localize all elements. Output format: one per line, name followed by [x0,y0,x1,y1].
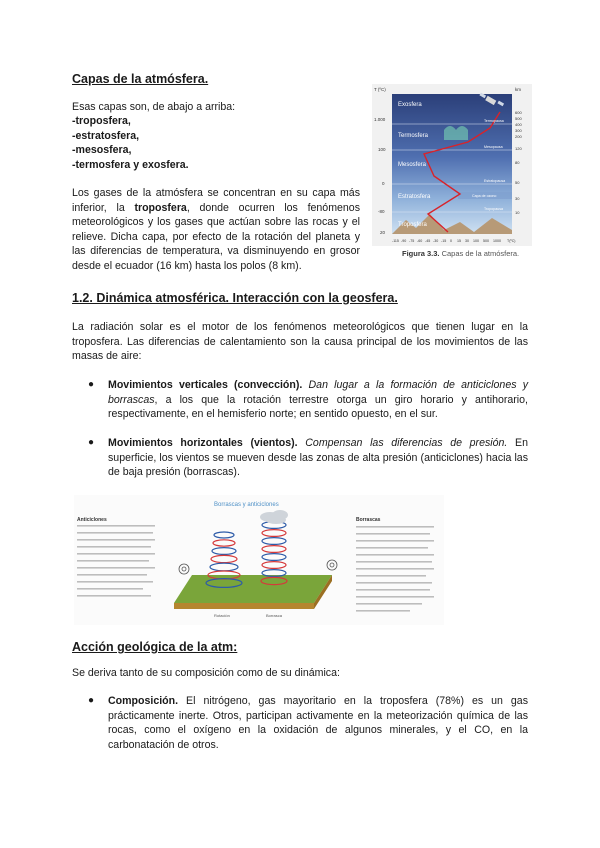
left-tick: 100 [378,147,386,152]
left-tick: 0 [382,181,385,186]
right-tick: 500 [515,116,522,121]
svg-text:-15: -15 [441,239,447,243]
borrascas-heading: Borrascas [356,517,381,523]
svg-text:-30: -30 [433,239,439,243]
right-tick: 30 [515,196,520,201]
svg-text:-75: -75 [409,239,415,243]
layer-label-exosfera: Exosfera [398,102,422,108]
bullet-dot: ● [88,695,95,706]
layer-item: -troposfera, [72,115,131,127]
borrascas-anticiclones-figure [74,495,444,625]
pressure-systems-diagram [74,495,444,625]
bullet-dot: ● [88,437,95,448]
boundary-label: Tropopausa [484,207,504,211]
left-axis-title: T (ºC) [374,87,386,92]
layer-label-troposfera: Troposfera [398,222,427,228]
layer-label-mesosfera: Mesosfera [398,162,427,168]
left-tick: 1.000 [374,117,386,122]
svg-text:100: 100 [473,239,479,243]
section-title-capas: Capas de la atmósfera. [72,72,209,86]
boundary-label: Mesopausa [484,145,503,149]
svg-text:500: 500 [483,239,489,243]
left-tick: 20 [380,230,386,235]
layer-label-estratosfera: Estratosfera [398,194,431,200]
svg-text:-115: -115 [392,239,399,243]
left-tick: -80 [378,209,385,214]
troposfera-paragraph: Los gases de la atmósfera se concentran en su capa más inferior, la troposfera, donde ocurren los fenómenos meteorológicos y los gases que actúan sobre las rocas y el relieve. Dicha capa, por efecto de la rotación del planeta y las diferencias de temperatura, va disminuyendo en grosor desde el ecuador (16 km) hasta los polos (8 km). [72,187,360,272]
label-borrasca: Borrasca [266,613,283,618]
svg-text:30: 30 [465,239,469,243]
ground-plane [174,575,332,603]
right-axis-title: km [515,87,521,92]
section-title-accion: Acción geológica de la atm: [72,640,238,654]
right-tick: 300 [515,128,522,133]
svg-text:-90: -90 [401,239,407,243]
bullet-vientos: ● Movimientos horizontales (vientos). Compensan las diferencias de presión. En superficie, los vientos se mueven desde las zonas de alta presión (anticiclones) hacia las de baja presión (borrascas). [88,437,528,479]
boundary-label: Termopausa [484,119,504,123]
right-tick: 80 [515,160,520,165]
layer-item: -termosfera y exosfera. [72,158,189,171]
right-tick: 50 [515,180,520,185]
layer-item: -mesosfera, [72,144,132,157]
bullet-composicion: ● Composición. El nitrógeno, gas mayoritario en la troposfera (78%) es un gas prácticamente inerte. Otros, participan activamente en la meteorización química de las rocas, como el oxígeno en la oxidación de algunos minerales, y el CO, en la carbonatación de otros. [88,695,528,751]
svg-text:1000: 1000 [493,239,501,243]
layer-list [72,114,362,172]
atmosphere-layers-figure [372,84,532,246]
svg-text:T(ºC): T(ºC) [507,239,516,243]
right-tick: 200 [515,134,522,139]
atmosphere-chart [372,84,532,246]
anticiclones-heading: Anticiclones [77,517,107,523]
diagram-title: Borrascas y anticiclones [214,502,279,508]
right-tick: 10 [515,210,520,215]
svg-text:0: 0 [450,239,452,243]
section-title-dinamica: 1.2. Dinámica atmosférica. Interacción con la geosfera. [72,291,398,305]
svg-text:-45: -45 [425,239,431,243]
bullet-dot: ● [88,379,95,390]
layer-label-termosfera: Termosfera [398,133,429,139]
svg-text:-60: -60 [417,239,423,243]
layer-item: -estratosfera, [72,129,140,142]
right-tick: 120 [515,146,522,151]
label-rotacion: Rotación [214,613,230,618]
layers-intro: Esas capas son, de abajo a arriba: [72,101,236,113]
boundary-label: Capa de ozono [472,194,497,198]
figure-caption: Figura 3.3. Capas de la atmósfera. [402,249,520,258]
dinamica-paragraph: La radiación solar es el motor de los fenómenos meteorológicos que tienen lugar en la troposfera. Las diferencias de calentamiento son la causa principal de los movimientos de las masas de aire: [72,321,528,363]
right-tick: 400 [515,122,522,127]
right-tick: 600 [515,110,522,115]
svg-text:15: 15 [457,239,461,243]
bullet-conveccion: ● Movimientos verticales (convección). Dan lugar a la formación de anticiclones y borrascas, a los que la rotación terrestre otorga un giro horario y antihorario, respectivamente, en el hemisferio norte; en sentido opuesto, en el sur. [88,379,528,421]
accion-paragraph: Se deriva tanto de su composición como de su dinámica: [72,667,340,679]
boundary-label: Estratopausa [484,179,506,183]
